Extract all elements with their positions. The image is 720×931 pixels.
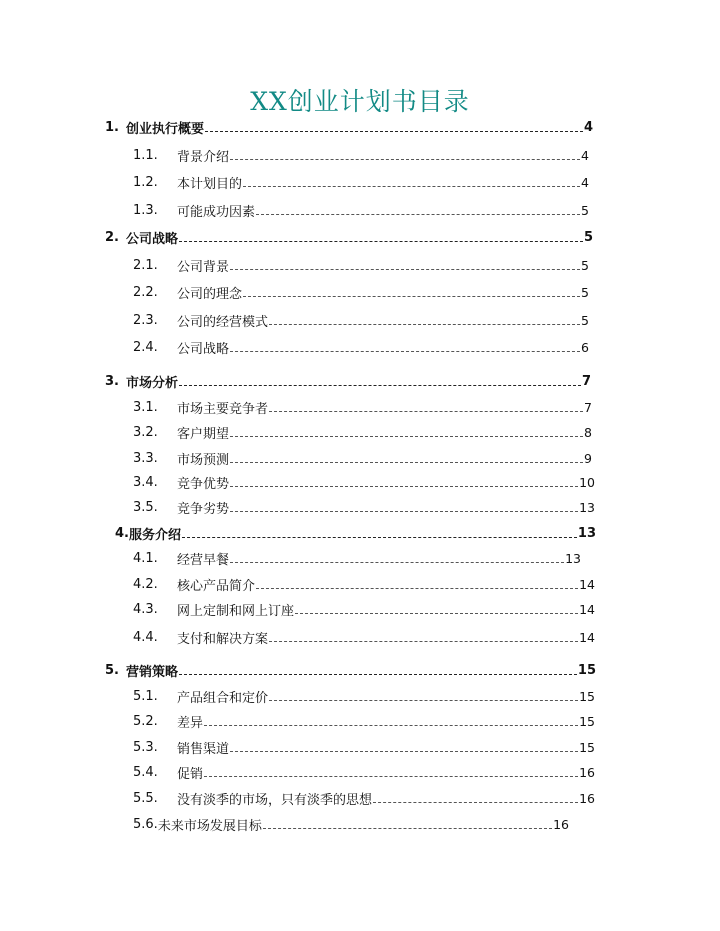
toc-number: 4.1. xyxy=(133,550,158,566)
toc-leader xyxy=(182,537,577,538)
toc-entry-2-1[interactable] xyxy=(133,255,589,275)
toc-leader xyxy=(230,751,578,752)
toc-page-number: 14 xyxy=(579,601,595,617)
toc-entry-4-1[interactable] xyxy=(133,548,581,568)
toc-leader xyxy=(269,411,583,412)
toc-number: 3.2. xyxy=(133,424,158,440)
toc-entry-5-4[interactable] xyxy=(133,762,595,782)
toc-page-number: 4 xyxy=(583,119,593,135)
toc-number: 4. xyxy=(115,525,129,541)
toc-number: 1.2. xyxy=(133,174,158,190)
document-title: XX创业计划书目录 xyxy=(250,87,470,116)
toc-page-number: 13 xyxy=(565,550,581,566)
toc-number: 4.4. xyxy=(133,629,158,645)
toc-number: 4.3. xyxy=(133,601,158,617)
toc-leader xyxy=(230,462,583,463)
toc-number: 1. xyxy=(105,119,119,135)
toc-page-number: 15 xyxy=(579,688,595,704)
toc-label: 产品组合和定价 xyxy=(177,690,269,706)
toc-number: 5.2. xyxy=(133,713,158,729)
toc-number: 2.2. xyxy=(133,284,158,300)
toc-number: 5.5. xyxy=(133,790,158,806)
toc-page-number: 9 xyxy=(584,450,592,466)
toc-leader xyxy=(230,269,580,270)
toc-section-3[interactable] xyxy=(105,371,591,391)
toc-label: 竞争优势 xyxy=(177,476,230,492)
toc-page-number: 16 xyxy=(579,790,595,806)
toc-leader xyxy=(263,828,552,829)
toc-leader xyxy=(269,641,578,642)
toc-page-number: 13 xyxy=(577,525,596,541)
toc-leader xyxy=(256,588,578,589)
toc-leader xyxy=(243,186,580,187)
toc-leader xyxy=(256,214,580,215)
toc-number: 3.5. xyxy=(133,499,158,515)
toc-entry-3-1[interactable] xyxy=(133,397,592,417)
toc-entry-2-4[interactable] xyxy=(133,337,589,357)
toc-number: 5.3. xyxy=(133,739,158,755)
toc-page-number: 4 xyxy=(581,174,589,190)
toc-number: 2.1. xyxy=(133,257,158,273)
toc-page-number: 16 xyxy=(553,816,569,832)
toc-label: 公司背景 xyxy=(177,259,230,275)
toc-leader xyxy=(269,324,580,325)
toc-page-number: 7 xyxy=(581,373,591,389)
toc-page-number: 7 xyxy=(584,399,592,415)
toc-entry-1-3[interactable] xyxy=(133,200,589,220)
toc-label: 销售渠道 xyxy=(177,741,230,757)
toc-page-number: 5 xyxy=(581,312,589,328)
toc-leader xyxy=(179,241,583,242)
toc-section-4[interactable] xyxy=(115,523,596,543)
toc-entry-1-1[interactable] xyxy=(133,145,589,165)
toc-entry-2-3[interactable] xyxy=(133,310,589,330)
toc-label: 网上定制和网上订座 xyxy=(177,603,295,619)
toc-label: 市场主要竞争者 xyxy=(177,401,269,417)
toc-entry-5-2[interactable] xyxy=(133,711,595,731)
toc-page-number: 5 xyxy=(581,202,589,218)
toc-label: 本计划目的 xyxy=(177,176,243,192)
toc-number: 2.3. xyxy=(133,312,158,328)
toc-page-number: 15 xyxy=(579,739,595,755)
toc-number: 4.2. xyxy=(133,576,158,592)
toc-entry-2-2[interactable] xyxy=(133,282,589,302)
toc-entry-5-5[interactable] xyxy=(133,788,595,808)
toc-label: 公司战略 xyxy=(177,341,230,357)
toc-number: 1.3. xyxy=(133,202,158,218)
toc-label: 差异 xyxy=(177,715,204,731)
toc-entry-5-3[interactable] xyxy=(133,737,595,757)
toc-leader xyxy=(179,674,577,675)
toc-entry-4-3[interactable] xyxy=(133,599,595,619)
toc-entry-4-4[interactable] xyxy=(133,627,595,647)
toc-page-number: 5 xyxy=(583,229,593,245)
toc-label: 客户期望 xyxy=(177,426,230,442)
toc-page-number: 16 xyxy=(579,764,595,780)
toc-leader xyxy=(230,351,580,352)
toc-leader xyxy=(204,776,578,777)
toc-entry-4-2[interactable] xyxy=(133,574,595,594)
toc-label: 未来市场发展目标 xyxy=(157,818,262,834)
toc-entry-5-1[interactable] xyxy=(133,686,595,706)
toc-label: 公司的理念 xyxy=(177,286,243,302)
toc-leader xyxy=(269,700,578,701)
toc-leader xyxy=(373,802,578,803)
toc-entry-3-4[interactable] xyxy=(133,472,595,492)
toc-number: 5.1. xyxy=(133,688,158,704)
toc-label: 服务介绍 xyxy=(128,527,181,543)
toc-label: 支付和解决方案 xyxy=(177,631,269,647)
toc-number: 5.6. xyxy=(133,816,158,832)
toc-leader xyxy=(230,159,580,160)
toc-section-5[interactable] xyxy=(105,660,596,680)
toc-page-number: 10 xyxy=(579,474,595,490)
toc-label: 公司的经营模式 xyxy=(177,314,269,330)
toc-number: 3.1. xyxy=(133,399,158,415)
toc-label: 市场分析 xyxy=(125,375,178,391)
toc-label: 可能成功因素 xyxy=(177,204,256,220)
toc-label: 经营早餐 xyxy=(177,552,230,568)
toc-leader xyxy=(230,436,583,437)
toc-page-number: 14 xyxy=(579,576,595,592)
toc-label: 创业执行概要 xyxy=(125,121,204,137)
toc-label: 背景介绍 xyxy=(177,149,230,165)
toc-label: 核心产品简介 xyxy=(177,578,256,594)
toc-leader xyxy=(179,385,581,386)
toc-label: 竞争劣势 xyxy=(177,501,230,517)
toc-label: 营销策略 xyxy=(125,664,178,680)
toc-leader xyxy=(230,562,564,563)
toc-label: 促销 xyxy=(177,766,204,782)
toc-leader xyxy=(204,725,578,726)
toc-label: 公司战略 xyxy=(125,231,178,247)
toc-number: 2. xyxy=(105,229,119,245)
toc-leader xyxy=(295,613,578,614)
toc-page-number: 4 xyxy=(581,147,589,163)
toc-number: 5. xyxy=(105,662,119,678)
toc-label: 没有淡季的市场，只有淡季的思想 xyxy=(177,792,373,808)
toc-section-2[interactable] xyxy=(105,227,593,247)
toc-label: 市场预测 xyxy=(177,452,230,468)
toc-number: 3.4. xyxy=(133,474,158,490)
toc-page-number: 5 xyxy=(581,257,589,273)
toc-number: 1.1. xyxy=(133,147,158,163)
toc-number: 3. xyxy=(105,373,119,389)
toc-entry-3-2[interactable] xyxy=(133,422,592,442)
toc-entry-3-3[interactable] xyxy=(133,448,592,468)
toc-page-number: 15 xyxy=(577,662,596,678)
toc-number: 3.3. xyxy=(133,450,158,466)
toc-page-number: 14 xyxy=(579,629,595,645)
toc-leader xyxy=(205,131,583,132)
toc-entry-1-2[interactable] xyxy=(133,172,589,192)
toc-page-number: 8 xyxy=(584,424,592,440)
toc-page-number: 6 xyxy=(581,339,589,355)
toc-page-number: 13 xyxy=(579,499,595,515)
toc-entry-5-6[interactable] xyxy=(133,814,569,834)
toc-page-number: 15 xyxy=(579,713,595,729)
toc-number: 2.4. xyxy=(133,339,158,355)
toc-page-number: 5 xyxy=(581,284,589,300)
toc-section-1[interactable] xyxy=(105,117,593,137)
toc-leader xyxy=(230,511,578,512)
toc-entry-3-5[interactable] xyxy=(133,497,595,517)
toc-number: 5.4. xyxy=(133,764,158,780)
toc-leader xyxy=(243,296,580,297)
toc-leader xyxy=(230,486,578,487)
